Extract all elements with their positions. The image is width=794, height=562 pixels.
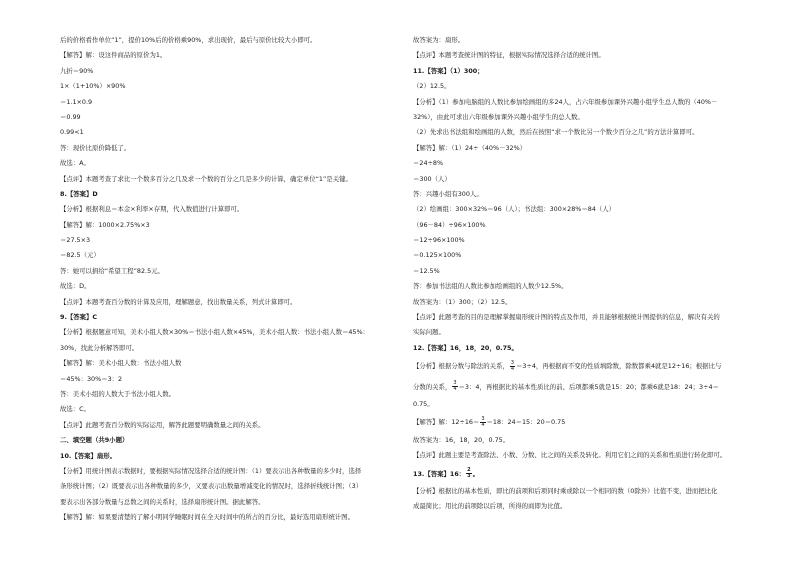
line-text: 13.【答案】16： — [413, 469, 466, 478]
left-text-line — [60, 436, 395, 445]
left-text-line — [60, 82, 395, 91]
line-text: 故选：D。 — [60, 282, 91, 291]
line-text: ＝24÷8% — [413, 159, 444, 168]
line-text: 10.【答案】扇形。 — [60, 451, 117, 460]
fraction-denominator: 4 — [510, 365, 515, 372]
fraction — [452, 381, 457, 392]
right-text-line — [413, 487, 748, 496]
line-text: （2）先求出书法组和绘画组的人数，然后在按照“求一个数比另一个数少百分之几”的方法计算即可。 — [413, 128, 699, 137]
left-text-line — [60, 359, 395, 368]
line-text-continued: ＝3÷4，再根据商不变的性质填除数，除数都乘4就是12÷16；根据比与 — [516, 362, 722, 371]
line-text: 故选：C。 — [60, 405, 91, 414]
line-text: 1×（1+10%）×90% — [60, 82, 126, 91]
left-text-line — [60, 205, 395, 214]
fraction — [466, 468, 471, 479]
left-text-line — [60, 128, 395, 137]
right-text-line — [413, 36, 748, 45]
line-text: 分数的关系， — [413, 382, 452, 391]
line-text: （96－84）÷96×100% — [413, 220, 486, 229]
line-text: 【点评】此题考查百分数的实际运用，解答此题要明确数量之间的关系。 — [60, 420, 265, 429]
right-text-line — [413, 190, 748, 199]
left-text-line — [60, 144, 395, 153]
right-text-line — [413, 451, 748, 460]
right-text-line — [413, 82, 748, 91]
fraction-numerator: 3 — [453, 380, 457, 387]
left-text-line — [60, 36, 395, 45]
line-text: 【解答】解：1000×2.75%×3 — [60, 220, 150, 229]
fraction — [510, 361, 515, 372]
line-text: ＝12÷96×100% — [413, 236, 465, 245]
line-text: 【点评】此题考查的目的是理解掌握扇形统计图的特点及作用，并且能够根据统计图提供的信息，解决有关的 — [413, 313, 720, 322]
left-text-line — [60, 282, 395, 291]
left-text-line — [60, 421, 395, 430]
line-text: ＝0.125×100% — [413, 251, 462, 260]
line-text: 0.99<1 — [60, 128, 84, 137]
left-text-line — [60, 482, 395, 491]
right-text-line — [413, 502, 748, 511]
line-text: 8.【答案】D — [60, 189, 98, 198]
line-text: 答：参加书法组的人数比参加绘画组的人数少12.5%。 — [413, 282, 568, 291]
right-text-line — [413, 51, 748, 60]
line-text: 【解答】解：美术小组人数：书法小组人数 — [60, 359, 182, 368]
left-text-line — [60, 498, 395, 507]
line-text: 【解答】解：12÷16＝ — [413, 418, 480, 427]
line-text: 【分析】根据比的基本性质，即比的前项和后项同时乘或除以一个相同的数（0除外）比值不变，进而把比化 — [413, 486, 718, 495]
line-text: 答：美术小组的人数大于书法小组人数。 — [60, 389, 176, 398]
right-text-line — [413, 113, 748, 122]
right-text-line — [413, 328, 748, 337]
right-text-line — [413, 251, 748, 260]
left-text-line — [60, 51, 395, 60]
left-text-line — [60, 175, 395, 184]
line-text: 12.【答案】16，18，20，0.75。 — [413, 343, 518, 352]
left-text-line — [60, 67, 395, 76]
right-text-line — [413, 359, 748, 373]
line-text: ＝45%：30%＝3：2 — [60, 374, 123, 383]
line-text: 九折＝90% — [60, 66, 94, 75]
line-text: 0.75。 — [413, 399, 434, 408]
line-text: 【解答】解：设这件商品的原价为1。 — [60, 51, 167, 60]
line-text: 32%），由此可求出六年级参加课外兴趣小组学生的总人数。 — [413, 112, 584, 121]
fraction-denominator: 4 — [453, 386, 457, 393]
right-text-line — [413, 98, 748, 107]
right-text-line — [413, 467, 748, 481]
line-text: 【点评】此题主要是考查除法、小数、分数、比之间的关系及转化。利用它们之间的关系和性质进行转化即可。 — [413, 451, 727, 460]
line-text: 故答案为：扇形。 — [413, 36, 465, 44]
left-text-line — [60, 452, 395, 461]
line-text: 11.【答案】（1）300； — [413, 66, 484, 75]
right-text-line — [413, 267, 748, 276]
line-text: 【分析】根据分数与除法的关系， — [413, 362, 509, 371]
line-text: （2）12.5。 — [413, 82, 451, 91]
line-text: 条形统计图；（2）既要表示出各种数量的多少，又要表示出数量增减变化的情况时，选择折线统计图；（3） — [60, 482, 363, 491]
line-text: 【点评】本题考查统计图的特征，根据实际情况选择合适的统计图。 — [413, 51, 605, 60]
right-text-line — [413, 282, 748, 291]
right-text-line — [413, 144, 748, 153]
right-text-line — [413, 380, 748, 394]
line-text: 故答案为：16，18，20，0.75。 — [413, 435, 510, 444]
left-text-line — [60, 221, 395, 230]
line-text: ＝1.1×0.9 — [60, 97, 93, 106]
line-text: ＝82.5（元） — [60, 251, 100, 260]
left-column — [60, 36, 395, 529]
line-text: 【分析】用统计图表示数据时，要根据实际情况选择合适的统计图：（1）要表示出各种数量的多少时，选择 — [60, 466, 362, 475]
line-text: 答：现价比原价降低了。 — [60, 143, 131, 152]
line-text: 故答案为：（1）300；（2）12.5。 — [413, 297, 512, 306]
left-text-line — [60, 390, 395, 399]
line-text: 【点评】本题考查了求比一个数多百分之几及求一个数的百分之几是多少的计算，确定单位“1”是关键。 — [60, 174, 352, 183]
line-text: 【点评】本题考查百分数的计算及应用，理解题意，找出数量关系，列式计算即可。 — [60, 297, 297, 306]
left-text-line — [60, 344, 395, 353]
right-text-line — [413, 159, 748, 168]
right-text-line — [413, 175, 748, 184]
fraction-numerator: 3 — [510, 359, 515, 366]
right-text-line — [413, 236, 748, 245]
left-text-line — [60, 251, 395, 260]
line-text: 实际问题。 — [413, 328, 445, 337]
line-text: 【解答】解：如果要清楚的了解小明同学睡眠时间在全天时间中的所占的百分比，最好选用扇形统计图。 — [60, 513, 354, 522]
left-text-line — [60, 298, 395, 307]
fraction — [480, 417, 485, 428]
left-text-line — [60, 467, 395, 476]
line-text-continued: 。 — [472, 469, 480, 478]
right-text-line — [413, 128, 748, 137]
line-text: ＝12.5% — [413, 266, 440, 275]
line-text: （2）绘画组：300×32%＝96（人）；书法组：300×28%＝84（人） — [413, 205, 616, 214]
right-text-line — [413, 400, 748, 409]
left-text-line — [60, 375, 395, 384]
right-column — [413, 36, 748, 518]
left-text-line — [60, 405, 395, 414]
fraction-numerator: 3 — [481, 415, 485, 422]
line-text: 后的价格看作单位“1”，提价10%后的价格乘90%，求出现价，最后与原价比较大小即可。 — [60, 36, 317, 44]
right-text-line — [413, 221, 748, 230]
fraction-numerator: 2 — [467, 467, 471, 474]
left-text-line — [60, 236, 395, 245]
line-text: 答：她可以捐给“希望工程”82.5元。 — [60, 266, 164, 275]
line-text-continued: ＝18：24＝15：20＝0.75 — [486, 418, 566, 427]
line-text: 30%，找此分析解答即可。 — [60, 343, 139, 352]
left-text-line — [60, 328, 395, 337]
left-text-line — [60, 313, 395, 322]
fraction-denominator: 4 — [481, 421, 485, 428]
line-text: 答：兴趣小组有300人。 — [413, 189, 483, 198]
left-text-line — [60, 190, 395, 199]
line-text: 二、填空题（共9小题） — [60, 436, 129, 445]
line-text: 【解答】解：（1）24÷（40%－32%） — [413, 143, 527, 152]
fraction-denominator: 3 — [467, 473, 471, 480]
line-text: ＝27.5×3 — [60, 236, 91, 245]
left-text-line — [60, 113, 395, 122]
left-text-line — [60, 98, 395, 107]
line-text: 【分析】根据题意可知，美术小组人数×30%＝书法小组人数×45%，美术小组人数：书法小组人数＝45%： — [60, 328, 369, 337]
right-text-line — [413, 67, 748, 76]
right-text-line — [413, 415, 748, 429]
left-text-line — [60, 159, 395, 168]
right-text-line — [413, 313, 748, 322]
left-text-line — [60, 267, 395, 276]
right-text-line — [413, 298, 748, 307]
right-text-line — [413, 344, 748, 353]
right-text-line — [413, 436, 748, 445]
left-text-line — [60, 513, 395, 522]
line-text: ＝300（人） — [413, 174, 451, 183]
line-text: 【分析】（1）参加电脑组的人数比参加绘画组的多24人，占六年级参加课外兴趣小组学生总人数的（40%－ — [413, 97, 718, 106]
right-text-line — [413, 205, 748, 214]
line-text: ＝0.99 — [60, 112, 81, 121]
line-text: 要表示出各部分数量与总数之间的关系时，选择扇形统计图。据此解答。 — [60, 497, 265, 506]
line-text: 成最简比；用比的前项除以后项，所得的商即为比值。 — [413, 502, 567, 511]
line-text: 【分析】根据利息＝本金×利率×存期，代入数值进行计算即可。 — [60, 205, 244, 214]
line-text: 9.【答案】C — [60, 313, 98, 322]
line-text: 故选：A。 — [60, 159, 90, 168]
line-text-continued: ＝3：4，再根据比的基本性质比的前、后项都乘5就是15：20；都乘6就是18：24；3÷4＝ — [458, 382, 719, 391]
